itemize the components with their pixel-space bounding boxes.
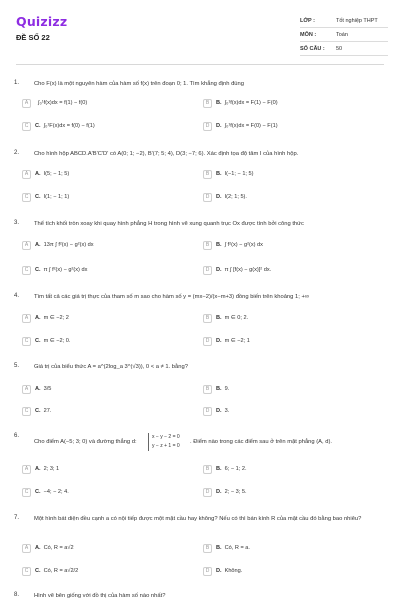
option-text: ∫₀¹f(x)dx = f(1) − f(0) <box>38 100 88 106</box>
option-1-a[interactable] <box>22 97 182 109</box>
option-key: A. <box>35 386 41 392</box>
option-text: m ∈ 0; 2. <box>224 315 249 321</box>
option-4-b[interactable] <box>203 312 373 324</box>
option-key: B. <box>216 386 222 392</box>
option-text: Không. <box>224 568 243 574</box>
option-key: C. <box>35 408 41 414</box>
option-5-b[interactable] <box>203 383 373 395</box>
option-key: B. <box>216 545 222 551</box>
option-2-d[interactable] <box>203 191 373 203</box>
option-text: ∫₀¹f(x)dx = F(1) − F(0) <box>224 100 278 106</box>
option-letter: B <box>203 385 212 394</box>
option-4-a[interactable] <box>22 312 182 324</box>
option-text: ∫₀¹f(x)dx = F(0) − F(1) <box>224 123 278 129</box>
option-text: ∫₀¹F(x)dx = f(0) − f(1) <box>43 123 95 129</box>
option-text: I(5; − 1; 5) <box>43 171 70 177</box>
equation-line: y − z + 1 = 0 <box>152 443 180 449</box>
option-key: C. <box>35 338 41 344</box>
option-key: A. <box>35 545 41 551</box>
question-number: 3. <box>14 220 20 226</box>
option-text: Có, R = a. <box>224 545 250 551</box>
option-6-c[interactable] <box>22 486 182 498</box>
option-key: D. <box>216 267 222 273</box>
info-row-subject <box>300 28 388 42</box>
option-letter: D <box>203 337 212 346</box>
question-number: 6. <box>14 433 20 439</box>
option-key: D. <box>216 408 222 414</box>
option-5-d[interactable] <box>203 405 373 417</box>
question-text: Cho hình hộp ABCD.A'B'C'D' có A(0; 1; −2), B'(7; 5; 4), D(3; −7; 6). Xác định tọa độ tâm I của hình hộp. <box>34 151 299 157</box>
info-label: SỐ CÂU : <box>300 45 325 52</box>
option-3-d[interactable] <box>203 264 373 276</box>
option-key: C. <box>35 568 41 574</box>
option-letter: D <box>203 407 212 416</box>
option-text: π ∫ f²(x) − g²(x) dx <box>43 267 88 273</box>
option-key: D. <box>216 123 222 129</box>
question-text: Tìm tất cả các giá trị thực của tham số m sao cho hàm số y = (mx−2)/(x−m+3) đồng biến trên khoảng 1; +∞ <box>34 294 309 300</box>
question-text: Giá trị của biểu thức A = a^(2log_a 3^(√3)), 0 < a ≠ 1. bằng? <box>34 364 188 370</box>
option-7-c[interactable] <box>22 565 182 577</box>
option-key: B. <box>216 242 222 248</box>
option-1-b[interactable] <box>203 97 373 109</box>
option-letter: B <box>203 465 212 474</box>
option-7-b[interactable] <box>203 542 373 554</box>
option-text: Có, R = a√2/2 <box>43 568 79 574</box>
question-number: 4. <box>14 293 20 299</box>
option-key: C. <box>35 123 41 129</box>
option-letter: C <box>22 266 31 275</box>
option-letter: B <box>203 99 212 108</box>
option-4-c[interactable] <box>22 335 182 347</box>
option-7-a[interactable] <box>22 542 182 554</box>
question-number: 8. <box>14 592 20 598</box>
option-letter: C <box>22 407 31 416</box>
option-3-b[interactable] <box>203 239 373 251</box>
option-key: A. <box>35 242 41 248</box>
option-letter: A <box>22 241 31 250</box>
exam-title: ĐỀ SỐ 22 <box>16 33 50 42</box>
option-letter: D <box>203 488 212 497</box>
option-text: m ∈ −2; 0. <box>43 338 71 344</box>
option-text: 2; 3; 1 <box>43 466 60 472</box>
option-letter: B <box>203 544 212 553</box>
option-text: 6; − 1; 2. <box>224 466 247 472</box>
option-1-d[interactable] <box>203 120 373 132</box>
option-4-d[interactable] <box>203 335 373 347</box>
option-letter: A <box>22 385 31 394</box>
option-2-a[interactable] <box>22 168 182 180</box>
option-text: 13π ∫ f²(x) − g²(x) dx <box>43 242 94 248</box>
option-key: B. <box>216 171 222 177</box>
question-number: 7. <box>14 515 20 521</box>
question-text: Cho F(x) là một nguyên hàm của hàm số f(x) trên đoạn 0; 1. Tìm khẳng định đúng <box>34 81 244 87</box>
option-2-b[interactable] <box>203 168 373 180</box>
option-text: 3/5 <box>43 386 52 392</box>
question-text: Hình vẽ bên giống với đồ thị của hàm số nào nhất? <box>34 593 166 599</box>
question-text: Cho điểm A(−5; 3; 0) và đường thẳng d: <box>34 439 137 445</box>
equation-line: x − y − 2 = 0 <box>152 434 180 440</box>
question-text: Một hình bát diện đều cạnh a có nội tiếp được một mặt cầu hay không? Nếu có thì bán kính R của mặt cầu đó bằng bao nhiêu? <box>34 516 362 522</box>
option-5-c[interactable] <box>22 405 182 417</box>
option-key: C. <box>35 194 41 200</box>
option-letter: C <box>22 488 31 497</box>
option-5-a[interactable] <box>22 383 182 395</box>
option-key: D. <box>216 194 222 200</box>
option-key: C. <box>35 489 41 495</box>
equation-system <box>148 433 180 451</box>
option-letter: A <box>22 314 31 323</box>
header-divider <box>16 64 384 65</box>
option-key: A. <box>35 466 41 472</box>
info-value: Tốt nghiệp THPT <box>336 17 378 24</box>
option-letter: B <box>203 241 212 250</box>
option-text: π ∫ [f(x) − g(x)]² dx. <box>224 267 272 273</box>
option-letter: B <box>203 314 212 323</box>
option-key: A. <box>35 315 41 321</box>
info-row-class <box>300 14 388 28</box>
option-letter: A <box>22 170 31 179</box>
option-text: 9. <box>224 386 230 392</box>
option-letter: D <box>203 122 212 131</box>
option-key: D. <box>216 338 222 344</box>
option-letter: A <box>22 99 31 108</box>
option-key: A. <box>35 171 41 177</box>
info-value: Toán <box>336 31 348 38</box>
option-text: I(1; − 1; 1) <box>43 194 70 200</box>
option-text: Có, R = a√2 <box>43 545 74 551</box>
option-letter: D <box>203 567 212 576</box>
option-letter: A <box>22 544 31 553</box>
question-number: 1. <box>14 80 20 86</box>
option-7-d[interactable] <box>203 565 373 577</box>
option-1-c[interactable] <box>22 120 182 132</box>
info-value: 50 <box>336 45 343 52</box>
option-3-c[interactable] <box>22 264 182 276</box>
info-label: LỚP : <box>300 17 315 24</box>
option-letter: D <box>203 193 212 202</box>
option-text: −4; − 2; 4. <box>43 489 69 495</box>
option-6-d[interactable] <box>203 486 373 498</box>
question-number: 5. <box>14 363 20 369</box>
question-text-continued: . Điểm nào trong các điểm sau ở trên mặt phẳng (A, d). <box>190 439 333 445</box>
question-text: Thể tích khối tròn xoay khi quay hình phẳng H trong hình vẽ xung quanh trục Ox được tính bởi công thức <box>34 221 304 227</box>
option-letter: C <box>22 567 31 576</box>
option-6-a[interactable] <box>22 463 182 475</box>
option-letter: D <box>203 266 212 275</box>
option-text: ∫ f²(x) − g²(x) dx <box>224 242 263 248</box>
exam-info-table <box>300 14 388 56</box>
option-letter: C <box>22 337 31 346</box>
option-text: m ∈ −2; 1 <box>224 338 250 344</box>
info-label: MÔN : <box>300 31 317 38</box>
option-key: D. <box>216 568 222 574</box>
option-text: m ∈ −2; 2 <box>43 315 69 321</box>
option-letter: B <box>203 170 212 179</box>
info-row-count <box>300 42 388 56</box>
option-3-a[interactable] <box>22 239 182 251</box>
quizizz-logo: Quizizz <box>16 14 68 29</box>
option-text: I(−1; − 1; 5) <box>224 171 254 177</box>
question-number: 2. <box>14 150 20 156</box>
option-letter: A <box>22 465 31 474</box>
option-key: C. <box>35 267 41 273</box>
option-letter: C <box>22 122 31 131</box>
option-text: 3. <box>224 408 230 414</box>
option-2-c[interactable] <box>22 191 182 203</box>
option-letter: C <box>22 193 31 202</box>
option-key: B. <box>216 315 222 321</box>
option-key: D. <box>216 489 222 495</box>
option-text: 27. <box>43 408 52 414</box>
option-6-b[interactable] <box>203 463 373 475</box>
option-key: B. <box>216 466 222 472</box>
option-text: 2; − 3; 5. <box>224 489 247 495</box>
option-key: B. <box>216 100 222 106</box>
option-text: I(2; 1; 5). <box>224 194 247 200</box>
